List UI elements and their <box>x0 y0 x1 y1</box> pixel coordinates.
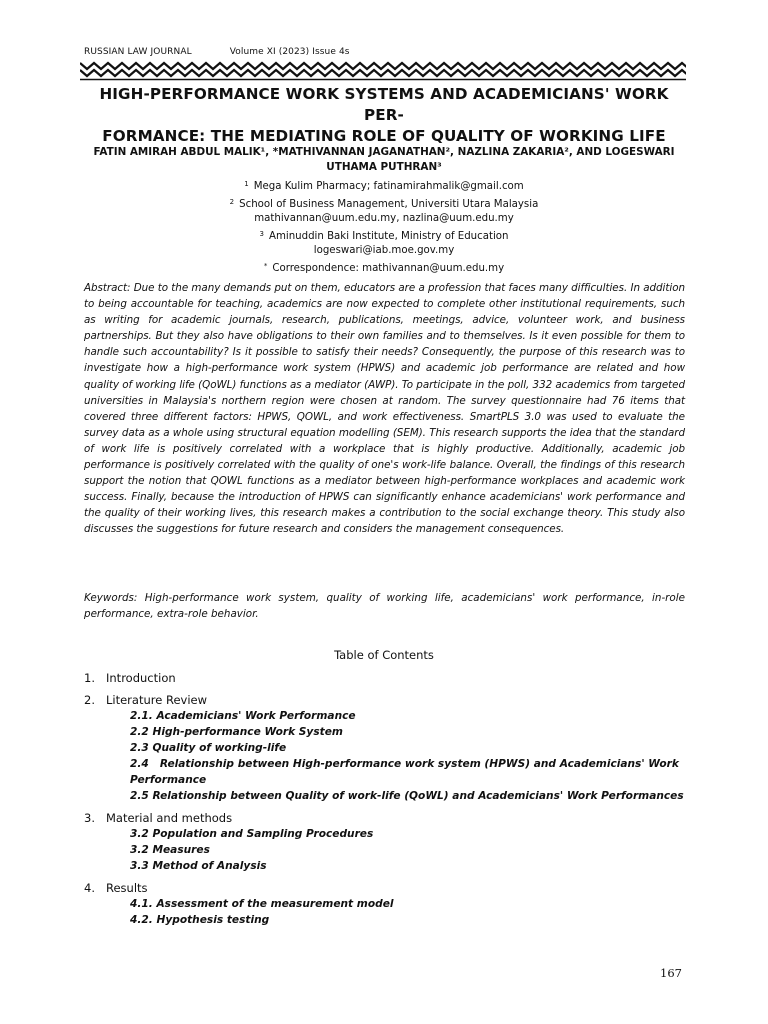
abstract-label: Abstract: <box>84 282 131 294</box>
toc-subsection[interactable]: 2.5 Relationship between Quality of work-life (QoWL) and Academicians' Work Performances <box>130 790 684 802</box>
affiliation-line <box>84 259 684 277</box>
toc-subsection[interactable]: 2.4 Relationship between High-performance work system (HPWS) and Academicians' Work Performance <box>130 758 683 786</box>
toc-section-number: 1. <box>84 671 95 685</box>
affiliation-line <box>84 177 684 195</box>
authors-line: FATIN AMIRAH ABDUL MALIK¹, *MATHIVANNAN JAGANATHAN², NAZLINA ZAKARIA², AND LOGESWARI <box>93 146 675 158</box>
title-line: HIGH-PERFORMANCE WORK SYSTEMS AND ACADEMICIANS' WORK PER- <box>99 85 669 124</box>
affiliation-text: logeswari@iab.moe.gov.my <box>313 245 455 257</box>
toc-section-label: Introduction <box>106 671 176 685</box>
affiliation-text: School of Business Management, Universiti Utara Malaysia <box>239 198 539 210</box>
decorative-ornament-border <box>80 60 686 82</box>
page-number: 167 <box>660 966 682 980</box>
toc-section-number: 4. <box>84 881 95 895</box>
title-line: FORMANCE: THE MEDIATING ROLE OF QUALITY OF WORKING LIFE <box>102 127 666 145</box>
toc-title: Table of Contents <box>334 648 434 662</box>
affiliation-mark: 2 <box>229 197 235 206</box>
toc-section-label: Material and methods <box>106 811 233 825</box>
running-header <box>84 47 350 57</box>
affiliation-mark: 1 <box>244 180 249 188</box>
toc-section[interactable] <box>84 692 689 708</box>
toc-section-number: 3. <box>84 811 95 825</box>
journal-volume: Volume XI (2023) Issue 4s <box>229 47 350 57</box>
affiliation-line <box>84 244 684 259</box>
affiliations <box>84 177 684 277</box>
toc-section[interactable] <box>84 880 689 896</box>
authors-line: UTHAMA PUTHRAN³ <box>326 161 442 173</box>
keywords-label: Keywords: <box>84 592 138 604</box>
toc-section[interactable] <box>84 670 689 686</box>
toc-section-label: Results <box>106 881 148 895</box>
affiliation-text: mathivannan@uum.edu.my, nazlina@uum.edu.my <box>254 213 514 225</box>
journal-name: RUSSIAN LAW JOURNAL <box>84 47 192 57</box>
toc-subsection[interactable]: 3.2 Measures <box>130 844 210 856</box>
affiliation-text: Aminuddin Baki Institute, Ministry of Education <box>268 230 509 242</box>
affiliation-line <box>84 227 684 245</box>
table-of-contents <box>84 670 689 928</box>
affiliation-mark: 3 <box>259 229 264 238</box>
affiliation-text: Correspondence: mathivannan@uum.edu.my <box>272 262 505 274</box>
toc-subsection[interactable]: 4.2. Hypothesis testing <box>130 914 270 926</box>
affiliation-mark: * <box>263 261 268 270</box>
paper-title <box>84 84 684 147</box>
affiliation-line <box>84 195 684 213</box>
affiliation-line <box>84 212 684 227</box>
toc-subsection[interactable]: 4.1. Assessment of the measurement model <box>130 898 394 910</box>
affiliation-text: Mega Kulim Pharmacy; fatinamirahmalik@gmail.com <box>253 181 524 192</box>
toc-section-label: Literature Review <box>106 693 207 707</box>
toc-section[interactable] <box>84 810 689 826</box>
toc-subsection[interactable]: 3.3 Method of Analysis <box>130 860 267 872</box>
toc-subsection[interactable]: 2.2 High-performance Work System <box>130 726 343 738</box>
author-list <box>84 145 684 175</box>
toc-subsection[interactable]: 3.2 Population and Sampling Procedures <box>130 828 374 840</box>
keywords <box>84 590 685 622</box>
toc-subsection[interactable]: 2.3 Quality of working-life <box>130 742 287 754</box>
toc-subsection[interactable]: 2.1. Academicians' Work Performance <box>130 710 356 722</box>
abstract-text: Due to the many demands put on them, educators are a profession that faces many difficulties. In addition to being accountable for teaching, academics are now expected to complete other institutional requirements, such as writing for academic journals, research, publications, meetings, advice, volunteer work, and business partnerships. But they also have obligations to their own families and to themselves. Is it even possible for them to handle such accountability? Is it possible to satisfy their needs? Consequently, the purpose of this research was to investigate how a high-performance work system (HPWS) and academic job performance are related and how quality of working life (QoWL) functions as a mediator (AWP). To participate in the poll, 332 academics from targeted universities in Malaysia's northern region were chosen at random. The survey questionnaire had 76 items that covered three different factors: HPWS, QOWL, and work effectiveness. SmartPLS 3.0 was used to evaluate the survey data as a whole using structural equation modelling (SEM). This research supports the idea that the standard of work life is positively correlated with a workplace that is highly productive. Additionally, academic job performance is positively correlated with the quality of one's work-life balance. Overall, the findings of this research support the notion that QOWL functions as a mediator between high-performance workplaces and academic work success. Finally, because the introduction of HPWS can significantly enhance academicians' work performance and the quality of their working lives, this research makes a contribution to the social exchange theory. This study also discusses the suggestions for future research and considers the management consequences. <box>84 282 685 536</box>
keywords-text: High-performance work system, quality of working life, academicians' work performance, in-role performance, extra-role behavior. <box>84 592 685 621</box>
abstract <box>84 280 685 538</box>
toc-section-number: 2. <box>84 693 95 707</box>
